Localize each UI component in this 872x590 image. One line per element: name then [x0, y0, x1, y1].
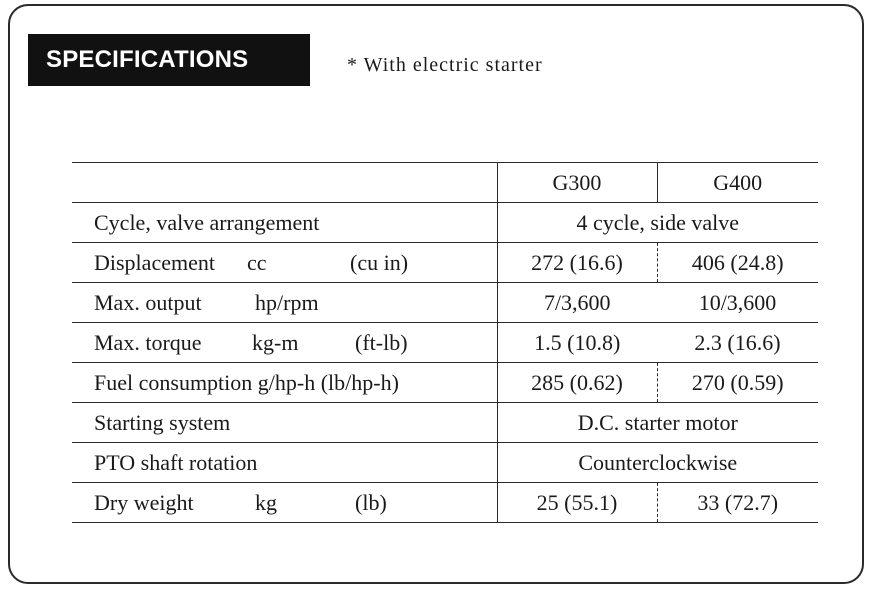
- model-header-g400: G400: [657, 163, 818, 203]
- table-row: [72, 243, 818, 283]
- row-label: Starting system: [72, 403, 497, 443]
- row-label-cell: [72, 323, 497, 363]
- table-row: [72, 363, 818, 403]
- row-value-merged: 4 cycle, side valve: [497, 203, 818, 243]
- row-value-g400: 10/3,600: [657, 283, 818, 323]
- row-value-g300: 25 (55.1): [497, 483, 657, 523]
- row-value-g400: 33 (72.7): [657, 483, 818, 523]
- table-row: [72, 403, 818, 443]
- table-row: [72, 323, 818, 363]
- row-value-merged: D.C. starter motor: [497, 403, 818, 443]
- row-label: PTO shaft rotation: [72, 443, 497, 483]
- row-label: Dry weight: [94, 489, 194, 515]
- table-header-row: [72, 163, 818, 203]
- row-unit-metric: hp/rpm: [255, 289, 319, 315]
- row-label-cell: [72, 243, 497, 283]
- row-label-cell: [72, 483, 497, 523]
- row-value-g300: 7/3,600: [497, 283, 657, 323]
- row-unit-imperial: (lb): [355, 489, 387, 515]
- model-header-g300: G300: [497, 163, 657, 203]
- starter-note: * With electric starter: [347, 54, 543, 76]
- row-value-g300: 285 (0.62): [497, 363, 657, 403]
- row-unit-metric: cc: [247, 249, 267, 275]
- header-empty-cell: [72, 163, 497, 203]
- row-value-g400: 270 (0.59): [657, 363, 818, 403]
- row-label: Max. output: [94, 289, 202, 315]
- row-value-g400: 406 (24.8): [657, 243, 818, 283]
- row-label-cell: [72, 283, 497, 323]
- row-unit-imperial: (cu in): [350, 249, 409, 275]
- row-label: Displacement: [94, 249, 215, 275]
- row-label: Fuel consumption g/hp-h (lb/hp-h): [72, 363, 497, 403]
- row-unit-imperial: (ft-lb): [355, 329, 408, 355]
- row-value-g300: 1.5 (10.8): [497, 323, 657, 363]
- row-unit-metric: kg: [255, 489, 277, 515]
- table-row: [72, 283, 818, 323]
- row-label: Max. torque: [94, 329, 202, 355]
- specifications-table: [72, 162, 818, 523]
- row-unit-metric: kg-m: [252, 329, 299, 355]
- table-row: [72, 483, 818, 523]
- row-label: Cycle, valve arrangement: [72, 203, 497, 243]
- table-row: [72, 443, 818, 483]
- row-value-g400: 2.3 (16.6): [657, 323, 818, 363]
- row-value-g300: 272 (16.6): [497, 243, 657, 283]
- row-value-merged: Counterclockwise: [497, 443, 818, 483]
- table-row: [72, 203, 818, 243]
- section-title: SPECIFICATIONS: [28, 34, 310, 86]
